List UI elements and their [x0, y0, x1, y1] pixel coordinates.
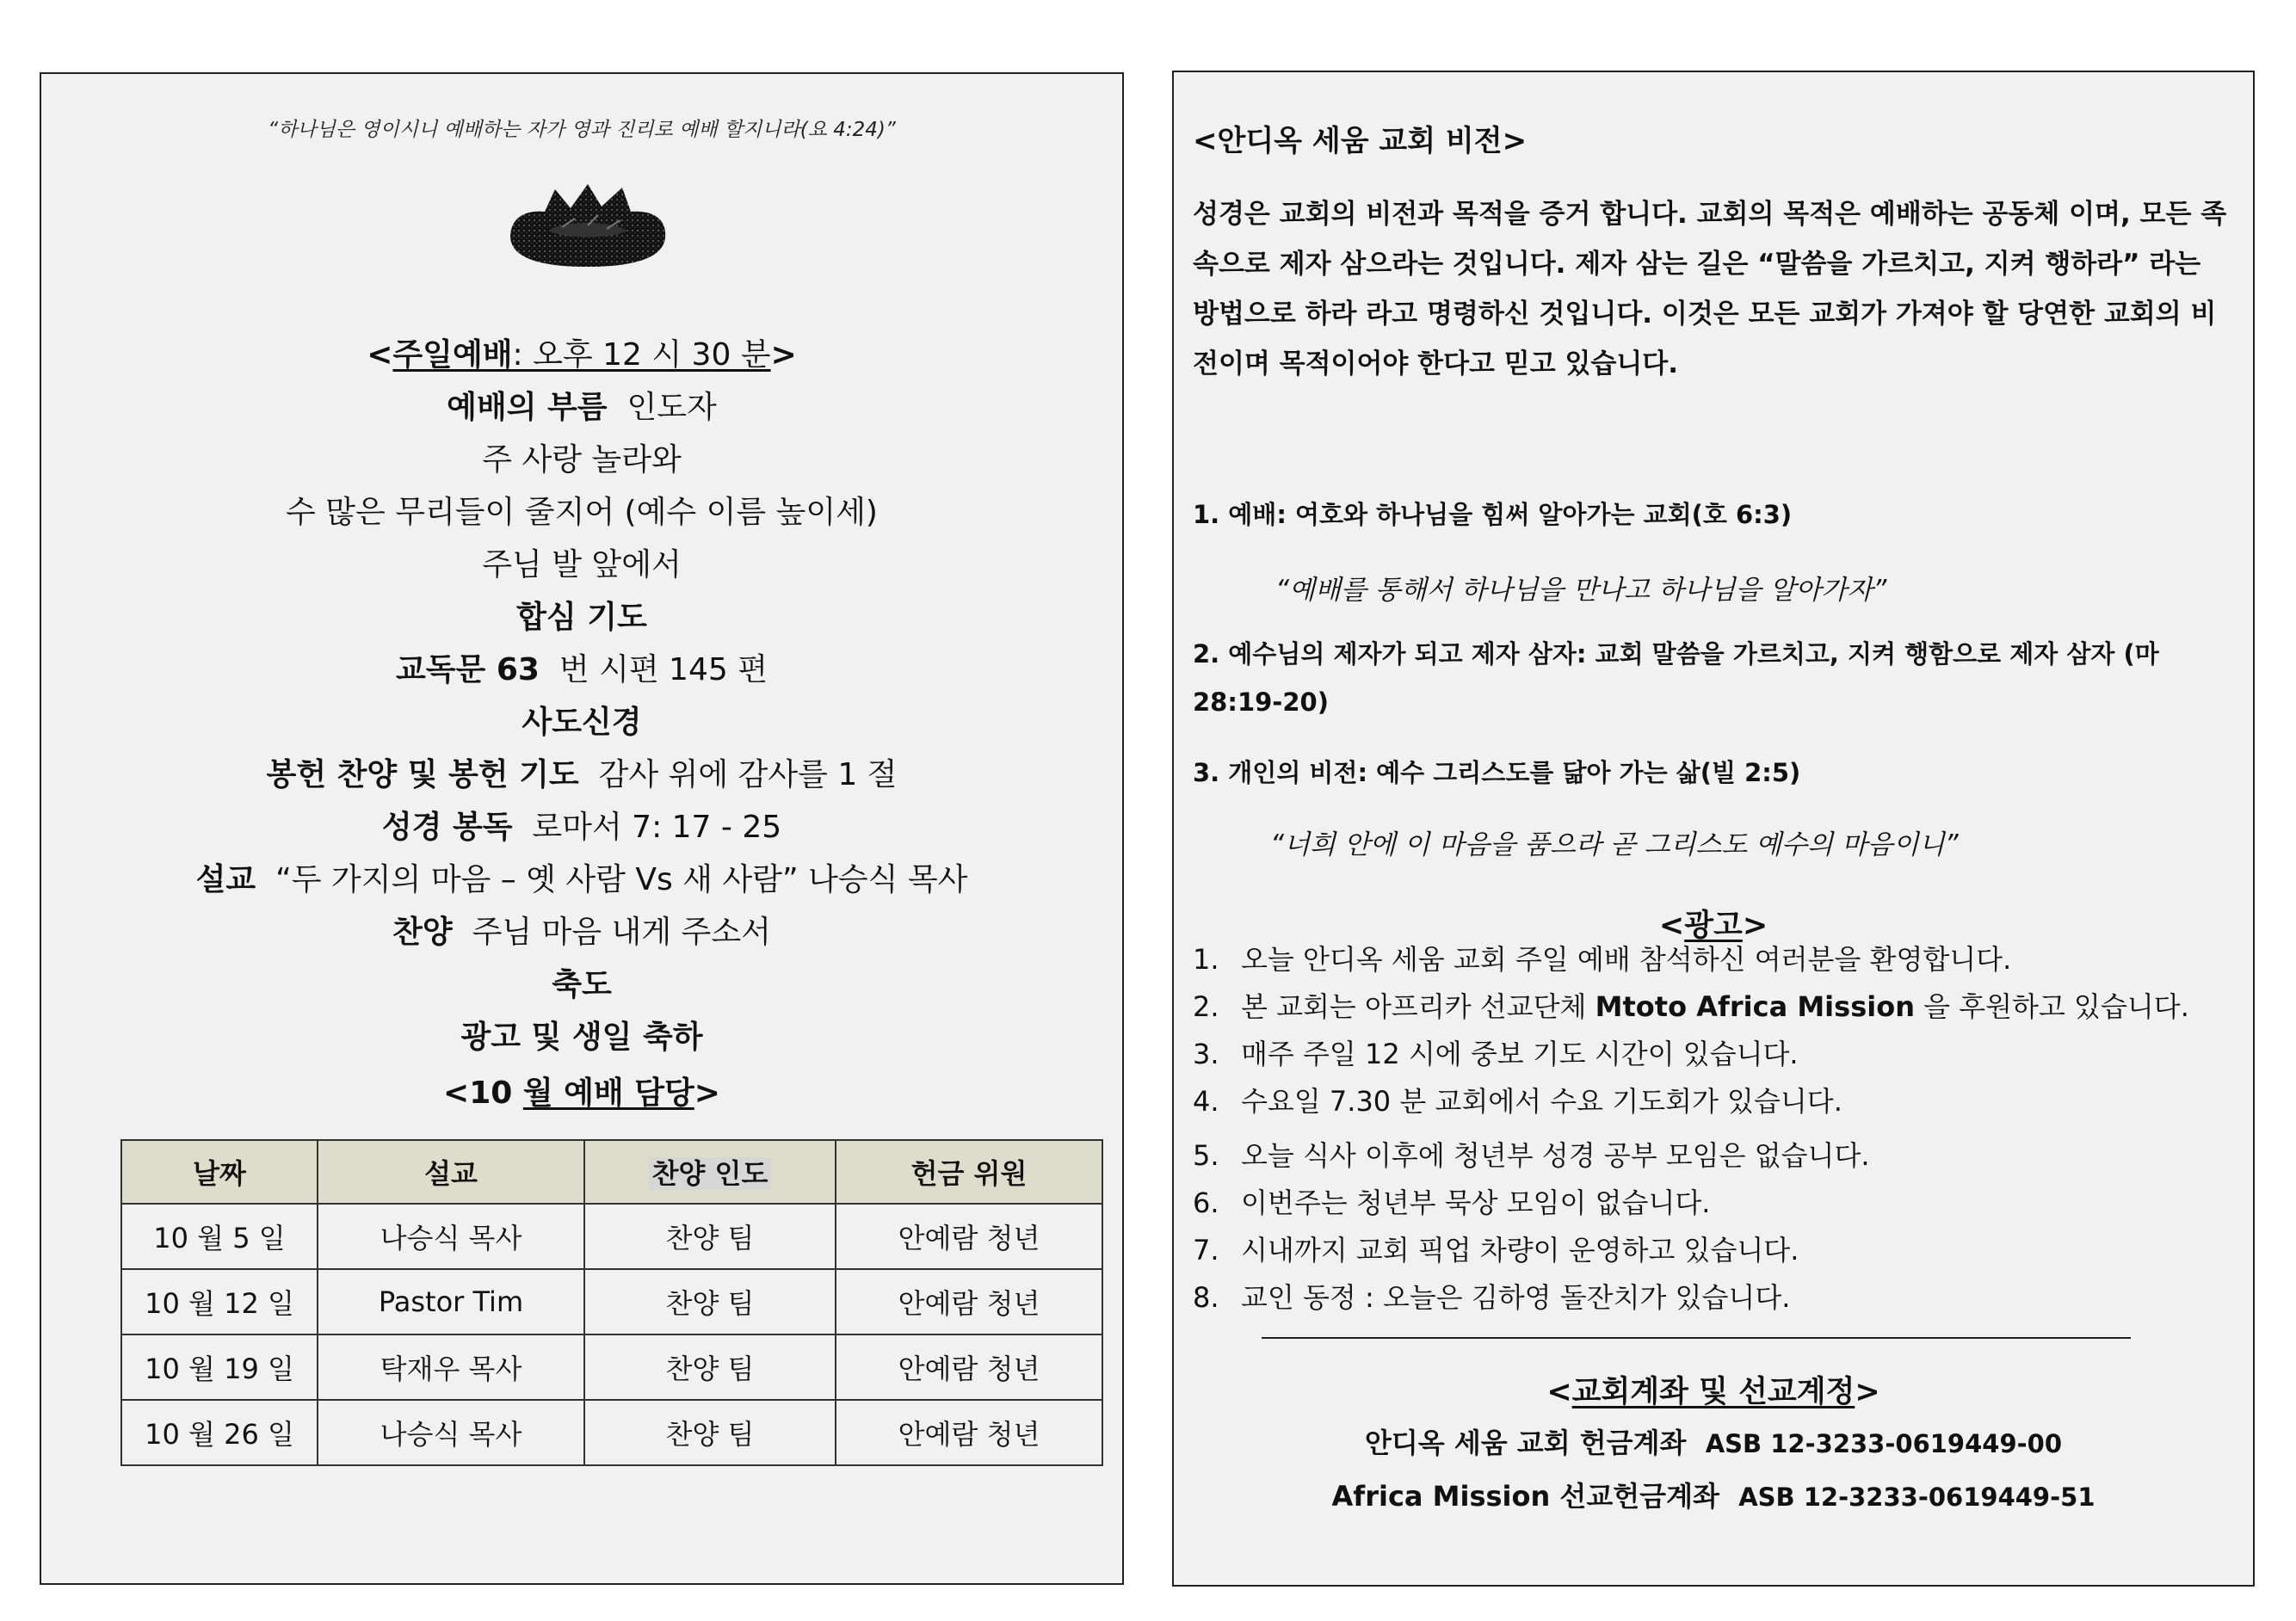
section-divider — [1262, 1337, 2131, 1339]
worship-order-item: 교독문 63 번 시편 145 편 — [395, 652, 768, 687]
table-cell: 안예람 청년 — [836, 1400, 1102, 1465]
table-cell: 안예람 청년 — [836, 1204, 1102, 1269]
church-offering-account: 안디옥 세움 교회 헌금계좌 ASB 12-3233-0619449-00 — [1364, 1427, 2063, 1459]
worship-order-item: 설교 “두 가지의 마음 – 옛 사람 Vs 새 사람” 나승식 목사 — [195, 862, 968, 897]
table-cell: 찬양 팀 — [584, 1269, 836, 1334]
worship-order-item: 성경 봉독 로마서 7: 17 - 25 — [381, 810, 782, 845]
announcement-item: 7. 시내까지 교회 픽업 차량이 운영하고 있습니다. — [1193, 1234, 1799, 1267]
table-cell: 안예람 청년 — [836, 1334, 1102, 1400]
vision-item-1: 1. 예배: 여호와 하나님을 힘써 알아가는 교회(호 6:3) — [1193, 500, 1793, 529]
worship-order-item: 사도신경 — [522, 705, 642, 740]
table-row — [121, 1204, 1102, 1269]
monthly-duty-table — [120, 1139, 1103, 1466]
column-worship-leader: 찬양 인도 — [584, 1140, 836, 1204]
column-offering-usher: 헌금 위원 — [836, 1140, 1102, 1204]
table-cell: 탁재우 목사 — [318, 1334, 584, 1400]
worship-order-item: 예배의 부름 인도자 — [447, 390, 717, 425]
table-cell: 10 월 26 일 — [121, 1400, 318, 1465]
table-cell: Pastor Tim — [318, 1269, 584, 1334]
announcement-item: 6. 이번주는 청년부 묵상 모임이 없습니다. — [1193, 1186, 1711, 1219]
worship-order-item: 축도 — [552, 967, 612, 1002]
worship-order-item: 합심 기도 — [516, 600, 647, 635]
service-time-heading: <주일예배: 오후 12 시 30 분> — [367, 337, 797, 373]
vision-item-2: 2. 예수님의 제자가 되고 제자 삼자: 교회 말씀을 가르치고, 지켜 행함으로 제자 삼자 (마 28:19-20) — [1193, 639, 2159, 717]
column-sermon: 설교 — [318, 1140, 584, 1204]
column-date: 날짜 — [121, 1140, 318, 1204]
table-cell: 나승식 목사 — [318, 1204, 584, 1269]
announcement-item: 2. 본 교회는 아프리카 선교단체 Mtoto Africa Mission 을 후원하고 있습니다. — [1193, 990, 2189, 1023]
announcements-list — [1193, 936, 2189, 1322]
announcement-item: 4. 수요일 7.30 분 교회에서 수요 기도회가 있습니다. — [1193, 1085, 1842, 1118]
table-row — [121, 1400, 1102, 1465]
announcement-item: 5. 오늘 식사 이후에 청년부 성경 공부 모임은 없습니다. — [1193, 1139, 1870, 1172]
scripture-verse: “하나님은 영이시니 예배하는 자가 영과 진리로 예배 할지니라(요 4:24)” — [268, 119, 896, 141]
vision-quote-1: “예배를 통해서 하나님을 만나고 하나님을 알아가자” — [1275, 575, 1887, 606]
vision-item-3: 3. 개인의 비전: 예수 그리스도를 닮아 가는 삶(빌 2:5) — [1193, 758, 1801, 787]
table-row — [121, 1269, 1102, 1334]
table-cell: 안예람 청년 — [836, 1269, 1102, 1334]
worship-order-item: 광고 및 생일 축하 — [460, 1020, 703, 1055]
worship-order-item: 수 많은 무리들이 줄지어 (예수 이름 높이세) — [286, 495, 878, 530]
monthly-duty-heading: <10 월 예배 담당> — [443, 1076, 720, 1111]
table-cell: 나승식 목사 — [318, 1400, 584, 1465]
order-of-worship-panel — [40, 72, 1124, 1585]
table-cell: 10 월 12 일 — [121, 1269, 318, 1334]
worship-order-item: 주님 발 앞에서 — [482, 547, 682, 582]
vision-intro-paragraph: 성경은 교회의 비전과 목적을 증거 합니다. 교회의 목적은 예배하는 공동체 이며, 모든 족속으로 제자 삼으라는 것입니다. 제자 삼는 길은 “말씀을 가르치고, 지켜 행하라” 라는 방법으로 하라 라고 명령하신 것입니다. 이것은 모든 교회가 가져야 할 당연한 교회의 비전이며 목적이어야 한다고 믿고 있습니다. — [1193, 199, 2227, 379]
crown-of-thorns-image — [502, 177, 674, 272]
table-cell: 10 월 19 일 — [121, 1334, 318, 1400]
table-cell: 10 월 5 일 — [121, 1204, 318, 1269]
order-of-worship — [41, 329, 1122, 1119]
church-vision-panel — [1172, 71, 2255, 1587]
table-header-row — [121, 1140, 1102, 1204]
worship-order-item: 주 사랑 놀라와 — [482, 442, 682, 478]
announcement-item: 1. 오늘 안디옥 세움 교회 주일 예배 참석하신 여러분을 환영합니다. — [1193, 943, 2012, 976]
vision-title: <안디옥 세움 교회 비전> — [1193, 124, 1528, 158]
mission-offering-account: Africa Mission 선교헌금계좌 ASB 12-3233-0619449-51 — [1331, 1480, 2095, 1513]
announcement-item: 8. 교인 동정 : 오늘은 김하영 돌잔치가 있습니다. — [1193, 1281, 1791, 1314]
worship-order-item: 찬양 주님 마음 내게 주소서 — [392, 915, 771, 950]
table-row — [121, 1334, 1102, 1400]
worship-order-item: 봉헌 찬양 및 봉헌 기도 감사 위에 감사를 1 절 — [266, 757, 898, 792]
table-cell: 찬양 팀 — [584, 1334, 836, 1400]
accounts-heading: <교회계좌 및 선교계정> — [1546, 1375, 1880, 1409]
announcements-heading: <광고> — [1658, 909, 1768, 943]
announcement-item: 3. 매주 주일 12 시에 중보 기도 시간이 있습니다. — [1193, 1038, 1799, 1070]
vision-quote-3: “너희 안에 이 마음을 품으라 곧 그리스도 예수의 마음이니” — [1270, 829, 1959, 860]
table-cell: 찬양 팀 — [584, 1204, 836, 1269]
table-cell: 찬양 팀 — [584, 1400, 836, 1465]
